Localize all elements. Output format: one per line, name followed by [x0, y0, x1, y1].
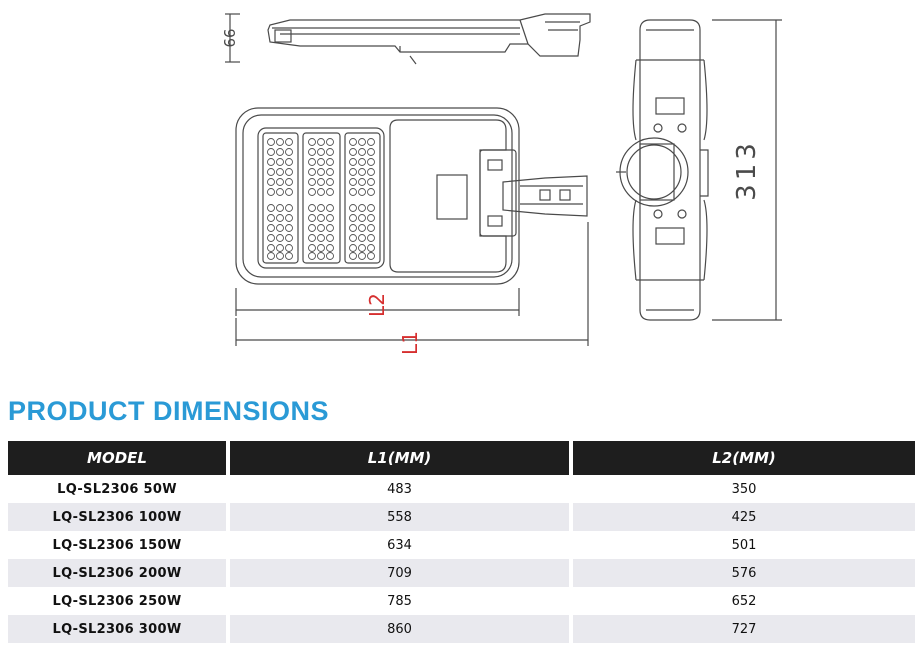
- section-heading: PRODUCT DIMENSIONS: [8, 396, 330, 426]
- l1-cell: 860: [230, 615, 569, 643]
- l1-cell: 634: [387, 537, 412, 553]
- dim-height-label: 99: [220, 28, 238, 48]
- l1-cell: 785: [387, 593, 412, 609]
- table-row: [8, 531, 915, 559]
- dim-l2-label: L2: [365, 293, 389, 317]
- l2-cell: 501: [731, 537, 757, 553]
- column-header-l2: L2(MM): [573, 441, 915, 475]
- l1-cell: 483: [387, 481, 412, 497]
- table-row: [8, 503, 915, 531]
- side-profile-view: [225, 14, 590, 64]
- dim-l1-label: L1: [398, 331, 422, 355]
- table-row: [8, 615, 915, 643]
- l1-cell: 558: [230, 503, 569, 531]
- l1-cell: 709: [230, 559, 569, 587]
- model-cell: LQ-SL2306 150W: [52, 537, 182, 553]
- dimensions-table: [8, 441, 915, 643]
- table-row: [8, 475, 915, 503]
- l2-cell: 425: [573, 503, 915, 531]
- model-cell: LQ-SL2306 100W: [8, 503, 226, 531]
- l2-cell: 652: [731, 593, 757, 609]
- column-header-l1: L1(MM): [230, 441, 569, 475]
- table-row: [8, 587, 915, 615]
- l2-cell: 576: [573, 559, 915, 587]
- front-plan-view: [236, 108, 588, 346]
- l2-cell: 727: [573, 615, 915, 643]
- table-header-row: [8, 441, 915, 475]
- column-header-model: MODEL: [8, 441, 226, 475]
- model-cell: LQ-SL2306 50W: [57, 481, 177, 497]
- model-cell: LQ-SL2306 300W: [8, 615, 226, 643]
- dim-313-label: 313: [732, 139, 762, 201]
- table-row: [8, 559, 915, 587]
- l2-cell: 350: [731, 481, 757, 497]
- model-cell: LQ-SL2306 250W: [52, 593, 182, 609]
- model-cell: LQ-SL2306 200W: [8, 559, 226, 587]
